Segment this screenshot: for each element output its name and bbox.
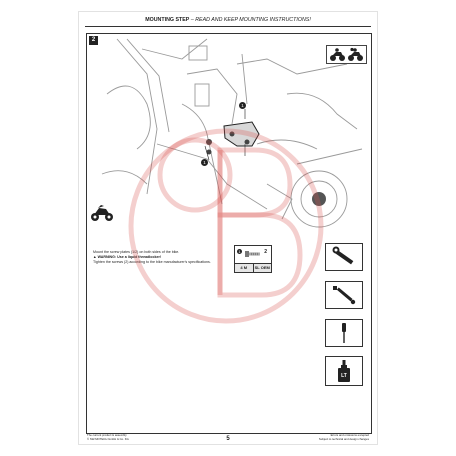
callout-1-lower: 1: [201, 159, 208, 166]
screw-icon: [245, 250, 261, 258]
torque-wrench-icon: [326, 244, 362, 270]
warning-icon: ▲: [93, 255, 98, 259]
threadlocker-label: LT: [341, 373, 347, 379]
screw-spec-row: [235, 263, 271, 272]
footer-right-line-2: Subject to technical and design changes: [318, 436, 369, 441]
header-title: MOUNTING STEP: [145, 17, 190, 23]
footer-left-line-1: The current product & assembly: [87, 433, 127, 437]
screw-spec-box: [234, 245, 272, 273]
riders-icon: [326, 45, 367, 64]
tool-box-hex-key: [325, 281, 363, 309]
threadlocker-bottle-icon: [326, 357, 362, 385]
page-header: [85, 14, 371, 27]
hex-key-icon: [326, 282, 362, 308]
footer-left-line-2: © SW-MOTECH GmbH & Co. KG: [87, 436, 129, 441]
instruction-line-3: Tighten the screws (2) according to the bike manufacturer's specifications.: [93, 260, 211, 264]
screw-callout: 1: [238, 249, 241, 254]
step-instructions: [93, 250, 243, 265]
tool-box-torque-wrench: [325, 243, 363, 271]
screw-quantity: 2: [264, 249, 267, 255]
footer-right-line-1: Errors and omissions excepted: [330, 433, 369, 437]
page-number: 5: [226, 436, 230, 442]
instruction-page: [79, 12, 377, 444]
header-subtitle: – READ AND KEEP MOUNTING INSTRUCTIONS!: [189, 17, 311, 23]
page-footer: [87, 434, 369, 444]
step-number-badge: 2: [89, 36, 98, 45]
footer-right: [319, 434, 369, 441]
screwdriver-icon: [326, 320, 362, 346]
motorcycle-icon: [89, 204, 115, 222]
callout-1-upper: 1: [239, 102, 246, 109]
tool-box-screwdriver: [325, 319, 363, 347]
warning-label: WARNING: Use a liquid threadlocker!: [97, 255, 162, 259]
step-frame: [86, 33, 372, 434]
tool-box-threadlocker: [325, 356, 363, 386]
instruction-line-1: Mount the screw plates (1/2) on both sides of the bike.: [93, 250, 180, 254]
screw-torque: SL OEM: [253, 264, 272, 272]
screw-size: 4 M: [240, 265, 248, 270]
